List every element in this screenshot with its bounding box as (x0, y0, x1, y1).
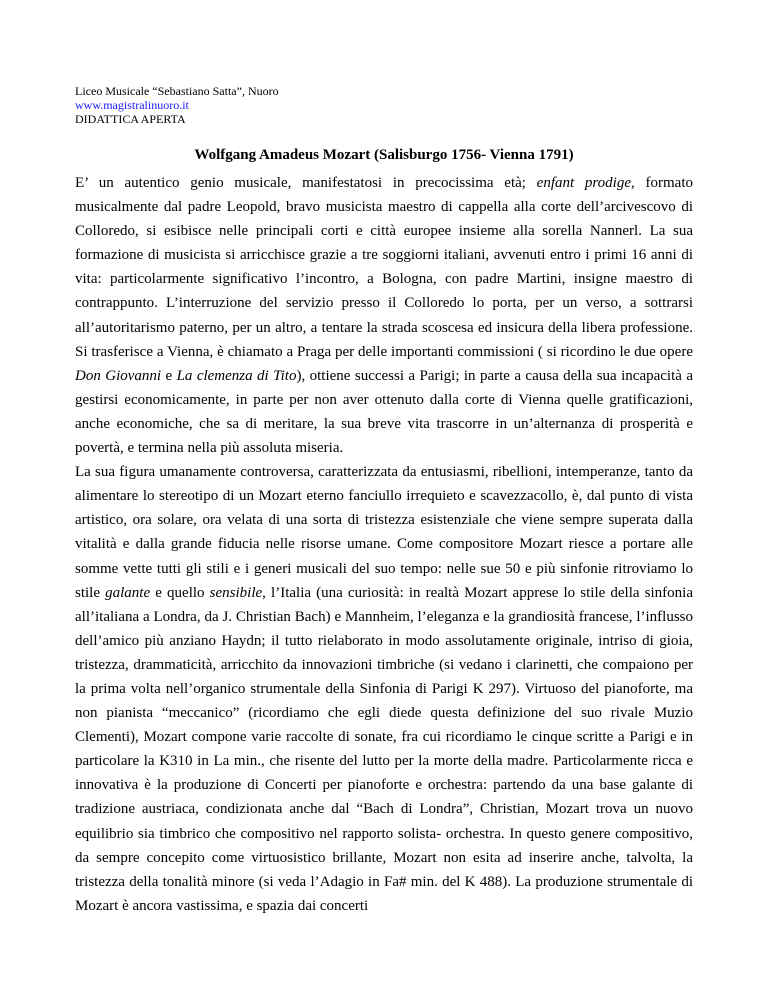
paragraph-text: , l’Italia (una curiosità: in realtà Mozart apprese lo stile della sinfonia all’italiana a Londra, da J. Christian Bach) e Mannheim, l’eleganza e la grandiosità francese, l’influsso dell’amico più anziano Haydn; il tutto rielaborato in modo assolutamente originale, intriso di gioia, tristezza, drammaticità, arricchito da innovazioni timbriche (si vedano i clarinetti, che compaiono per la prima volta nell’organico strumentale della Sinfonia di Parigi K 297). Virtuoso del pianoforte, ma non pianista “meccanico” (ricordiamo che egli diede questa definizione del suo rivale Muzio Clementi), Mozart compone varie raccolte di sonate, fra cui ricordiamo le cinque scritte a Parigi e in particolare la K310 in La min., che risente del lutto per la morte della madre. Particolarmente ricca e innovativa è la produzione di Concerti per pianoforte e orchestra: partendo da una base galante di tradizione austriaca, condizionata anche dal “Bach di Londra”, Christian, Mozart trova un nuovo equilibrio sia timbrico che compositivo nel rapporto solista- orchestra. In questo genere compositivo, da sempre concepito come virtuosistico brillante, Mozart non esita ad inserire anche, talvolta, la tristezza della tonalità minore (si veda l’Adagio in Fa# min. del K 488). La produzione strumentale di Mozart è ancora vastissima, e spazia dai concerti (75, 584, 693, 914)
italic-text: galante (105, 584, 151, 601)
document-title: Wolfgang Amadeus Mozart (Salisburgo 1756- Vienna 1791) (194, 147, 574, 163)
body-paragraph (75, 171, 693, 460)
paragraph-text: La sua figura umanamente controversa, caratterizzata da entusiasmi, ribellioni, intemperanze, tanto da alimentare lo stereotipo di un Mozart eterno fanciullo irrequieto e scavezzacollo, è, dal punto di vista artistico, ora solare, ora velata di una sorta di tristezza esistenziale che viene sempre superata dalla vitalità e dalla grande fiducia nelle risorse umane. Come compositore Mozart riesce a portare alle somme vette tutti gli stili e i generi musicali del suo tempo: nelle sue 50 e più sinfonie ritroviamo lo stile (75, 464, 693, 601)
paragraph-text: e quello (150, 584, 210, 601)
paragraph-text: E’ un autentico genio musicale, manifestatosi in precocissima età; (75, 175, 537, 191)
italic-text: Don Giovanni (75, 367, 162, 384)
section-label: DIDATTICA APERTA (75, 112, 186, 126)
paragraph-text: ), ottiene successi a Parigi; in parte a causa della sua incapacità a gestirsi economicamente, in parte per non aver ottenuto dalla corte di Vienna quelle gratificazioni, anche economiche, che sa di meritare, la sua breve vita trascorre in un’alternanza di prosperità e povertà, e termina nella più assoluta miseria. (75, 367, 693, 457)
website-link[interactable]: www.magistralinuoro.it (75, 98, 189, 112)
italic-text: enfant prodige, (536, 175, 635, 191)
italic-text: sensibile (209, 584, 263, 601)
body-paragraph (75, 460, 693, 918)
school-name: Liceo Musicale “Sebastiano Satta”, Nuoro (75, 84, 279, 98)
document-body (75, 171, 693, 918)
italic-text: La clemenza di Tito (176, 367, 297, 384)
paragraph-text: e (161, 367, 177, 384)
paragraph-text: formato musicalmente dal padre Leopold, bravo musicista maestro di cappella alla corte dell’arcivescovo di Colloredo, si esibisce nelle principali corti e città europee insieme alla sorella Nannerl. La sua formazione di musicista si arricchisce grazie a tre soggiorni italiani, avvenuti entro i primi 16 anni di vita: particolarmente significativo l’incontro, a Bologna, con padre Martini, insigne maestro di contrappunto. L’interruzione del servizio presso il Colloredo lo porta, per un verso, a sottrarsi all’autoritarismo paterno, per un altro, a tentare la strada scoscesa ed insicura della libera professione. Si trasferisce a Vienna, è chiamato a Praga per delle importanti commissioni ( si ricordino le due opere (75, 175, 693, 360)
document-header (75, 84, 279, 126)
